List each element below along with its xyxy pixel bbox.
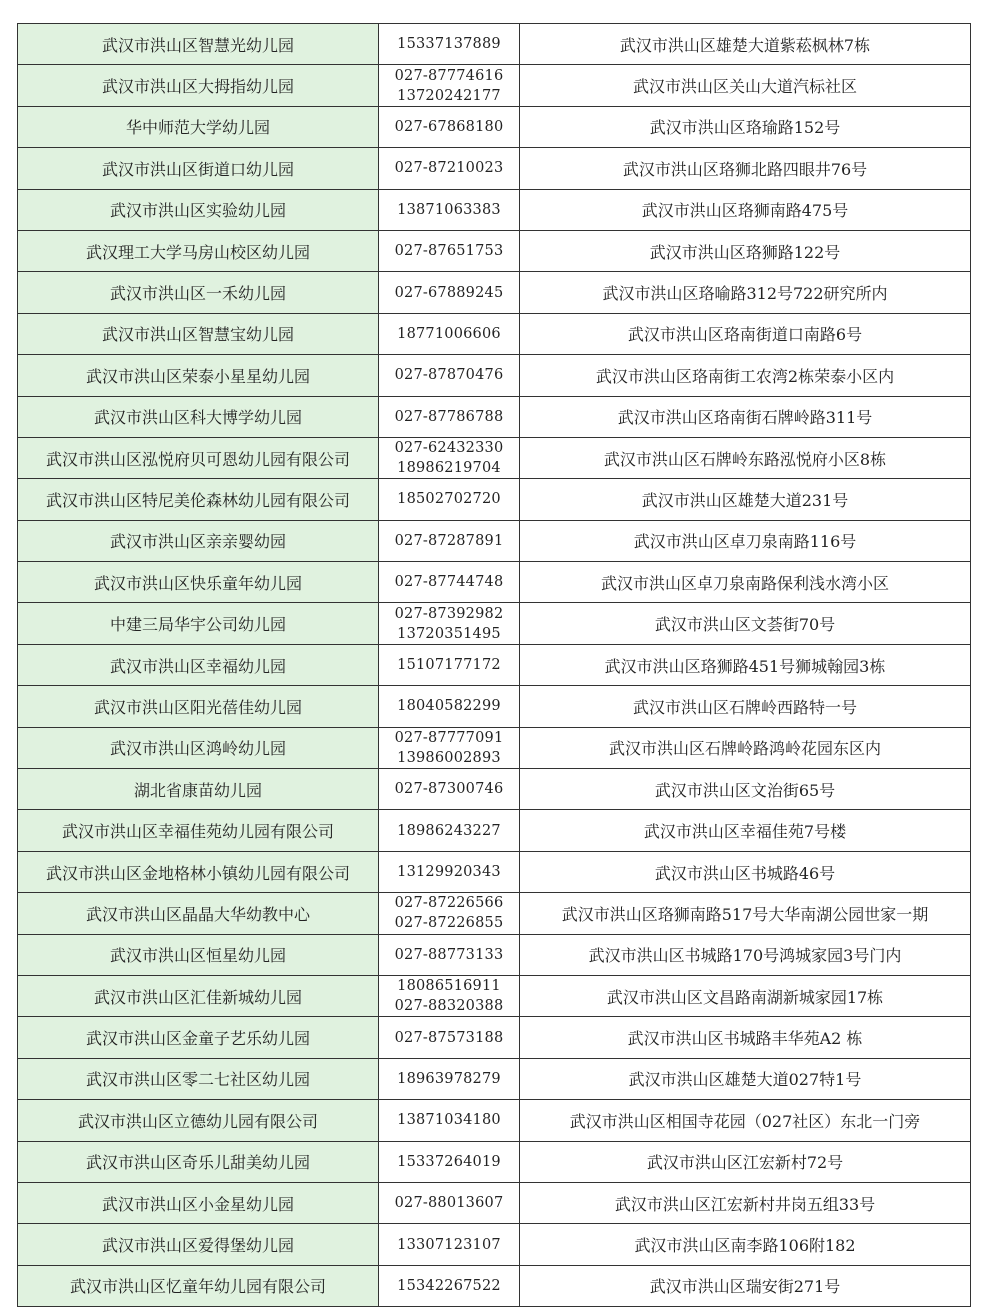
- kindergarten-name-cell: 武汉市洪山区大拇指幼儿园: [18, 65, 379, 106]
- address-cell: 武汉市洪山区幸福佳苑7号楼: [520, 810, 971, 851]
- table-row: [18, 810, 971, 851]
- table-row: [18, 437, 971, 478]
- address-cell: 武汉市洪山区卓刀泉南路116号: [520, 520, 971, 561]
- phone-cell: [379, 272, 520, 313]
- phone-cell: [379, 603, 520, 644]
- phone-number: 13720242177: [397, 87, 501, 104]
- address-cell: 武汉市洪山区江宏新村72号: [520, 1141, 971, 1182]
- table-row: [18, 396, 971, 437]
- address-cell: 武汉市洪山区石牌岭西路特一号: [520, 686, 971, 727]
- phone-number: 027-88320388: [394, 998, 504, 1015]
- phone-cell: [379, 148, 520, 189]
- table-row: [18, 272, 971, 313]
- address-cell: 武汉市洪山区珞南街石牌岭路311号: [520, 396, 971, 437]
- kindergarten-name-cell: 武汉市洪山区忆童年幼儿园有限公司: [18, 1265, 379, 1306]
- phone-number: 027-62432330: [394, 440, 504, 457]
- kindergarten-name-cell: 武汉理工大学马房山校区幼儿园: [18, 230, 379, 271]
- table-row: [18, 975, 971, 1016]
- address-cell: 武汉市洪山区书城路丰华苑A2 栋: [520, 1017, 971, 1058]
- kindergarten-name-cell: 武汉市洪山区立德幼儿园有限公司: [18, 1100, 379, 1141]
- phone-cell: [379, 934, 520, 975]
- kindergarten-name-cell: 武汉市洪山区晶晶大华幼教中心: [18, 893, 379, 934]
- table-row: [18, 355, 971, 396]
- phone-number: 18086516911: [397, 978, 501, 995]
- phone-cell: [379, 1265, 520, 1306]
- kindergarten-name-cell: 武汉市洪山区零二七社区幼儿园: [18, 1058, 379, 1099]
- phone-number: 027-87287891: [394, 532, 504, 549]
- kindergarten-name-cell: 武汉市洪山区荣泰小星星幼儿园: [18, 355, 379, 396]
- kindergarten-name-cell: 武汉市洪山区实验幼儿园: [18, 189, 379, 230]
- table-row: [18, 1182, 971, 1223]
- kindergarten-name-cell: 武汉市洪山区金地格林小镇幼儿园有限公司: [18, 851, 379, 892]
- address-cell: 武汉市洪山区文治街65号: [520, 769, 971, 810]
- table-row: [18, 727, 971, 768]
- table-row: [18, 106, 971, 147]
- phone-cell: [379, 24, 520, 65]
- table-row: [18, 1017, 971, 1058]
- table-row: [18, 189, 971, 230]
- table-row: [18, 851, 971, 892]
- phone-cell: [379, 1141, 520, 1182]
- address-cell: 武汉市洪山区珞南街道口南路6号: [520, 313, 971, 354]
- address-cell: 武汉市洪山区相国寺花园（027社区）东北一门旁: [520, 1100, 971, 1141]
- kindergarten-name-cell: 武汉市洪山区恒星幼儿园: [18, 934, 379, 975]
- kindergarten-name-cell: 中建三局华宇公司幼儿园: [18, 603, 379, 644]
- table-row: [18, 644, 971, 685]
- phone-number: 18986243227: [397, 822, 501, 839]
- phone-cell: [379, 230, 520, 271]
- table-row: [18, 1265, 971, 1306]
- phone-number: 027-87651753: [394, 243, 504, 260]
- table-row: [18, 230, 971, 271]
- phone-number: 027-87573188: [394, 1029, 504, 1046]
- phone-number: 13129920343: [397, 864, 501, 880]
- phone-number: 027-87300746: [394, 781, 504, 798]
- phone-number: 027-87226566: [394, 895, 504, 912]
- phone-cell: [379, 893, 520, 934]
- table-row: [18, 562, 971, 603]
- phone-number: 15337264019: [397, 1153, 501, 1170]
- kindergarten-name-cell: 武汉市洪山区一禾幼儿园: [18, 272, 379, 313]
- kindergarten-name-cell: 武汉市洪山区泓悦府贝可恩幼儿园有限公司: [18, 437, 379, 478]
- phone-cell: [379, 644, 520, 685]
- kindergarten-table: [17, 23, 971, 1307]
- kindergarten-name-cell: 武汉市洪山区爱得堡幼儿园: [18, 1224, 379, 1265]
- kindergarten-name-cell: 武汉市洪山区小金星幼儿园: [18, 1182, 379, 1223]
- address-cell: 武汉市洪山区雄楚大道紫菘枫林7栋: [520, 24, 971, 65]
- phone-cell: [379, 396, 520, 437]
- table-row: [18, 65, 971, 106]
- phone-number: 18502702720: [397, 491, 501, 508]
- table-row: [18, 313, 971, 354]
- kindergarten-name-cell: 武汉市洪山区汇佳新城幼儿园: [18, 975, 379, 1016]
- phone-cell: [379, 355, 520, 396]
- kindergarten-name-cell: 武汉市洪山区亲亲婴幼园: [18, 520, 379, 561]
- kindergarten-name-cell: 武汉市洪山区幸福佳苑幼儿园有限公司: [18, 810, 379, 851]
- table-row: [18, 769, 971, 810]
- table-row: [18, 1224, 971, 1265]
- kindergarten-name-cell: 武汉市洪山区智慧光幼儿园: [18, 24, 379, 65]
- phone-cell: [379, 313, 520, 354]
- phone-cell: [379, 65, 520, 106]
- phone-number: 18986219704: [397, 460, 501, 477]
- table-row: [18, 148, 971, 189]
- table-row: [18, 1141, 971, 1182]
- kindergarten-name-cell: 武汉市洪山区快乐童年幼儿园: [18, 562, 379, 603]
- phone-cell: [379, 686, 520, 727]
- address-cell: 武汉市洪山区文荟街70号: [520, 603, 971, 644]
- kindergarten-name-cell: 武汉市洪山区科大博学幼儿园: [18, 396, 379, 437]
- phone-cell: [379, 520, 520, 561]
- phone-number: 027-87226855: [394, 915, 504, 932]
- phone-cell: [379, 479, 520, 520]
- address-cell: 武汉市洪山区雄楚大道027特1号: [520, 1058, 971, 1099]
- address-cell: 武汉市洪山区珞瑜路152号: [520, 106, 971, 147]
- phone-number: 027-87786788: [394, 408, 504, 425]
- table-row: [18, 520, 971, 561]
- phone-number: 15342267522: [397, 1277, 501, 1294]
- phone-number: 027-87392982: [394, 605, 504, 622]
- phone-cell: [379, 727, 520, 768]
- address-cell: 武汉市洪山区瑞安街271号: [520, 1265, 971, 1306]
- address-cell: 武汉市洪山区关山大道汽标社区: [520, 65, 971, 106]
- phone-number: 027-87774616: [394, 67, 504, 84]
- kindergarten-name-cell: 华中师范大学幼儿园: [18, 106, 379, 147]
- address-cell: 武汉市洪山区石牌岭路鸿岭花园东区内: [520, 727, 971, 768]
- phone-number: 027-87744748: [394, 574, 504, 591]
- phone-cell: [379, 1224, 520, 1265]
- phone-number: 18040582299: [397, 698, 501, 715]
- phone-number: 027-87870476: [394, 367, 504, 384]
- phone-number: 13307123107: [397, 1236, 501, 1253]
- table-row: [18, 893, 971, 934]
- kindergarten-name-cell: 武汉市洪山区阳光蓓佳幼儿园: [18, 686, 379, 727]
- phone-number: 027-88773133: [394, 946, 504, 963]
- table-row: [18, 479, 971, 520]
- table-row: [18, 24, 971, 65]
- address-cell: 武汉市洪山区文昌路南湖新城家园17栋: [520, 975, 971, 1016]
- kindergarten-name-cell: 湖北省康苗幼儿园: [18, 769, 379, 810]
- kindergarten-name-cell: 武汉市洪山区特尼美伦森林幼儿园有限公司: [18, 479, 379, 520]
- address-cell: 武汉市洪山区珞狮路122号: [520, 230, 971, 271]
- kindergarten-name-cell: 武汉市洪山区鸿岭幼儿园: [18, 727, 379, 768]
- phone-number: 027-67868180: [394, 118, 504, 135]
- phone-number: 13871034180: [397, 1112, 501, 1129]
- phone-number: 13986002893: [397, 749, 501, 766]
- address-cell: 武汉市洪山区珞南街工农湾2栋荣泰小区内: [520, 355, 971, 396]
- address-cell: 武汉市洪山区书城路46号: [520, 851, 971, 892]
- phone-cell: [379, 1182, 520, 1223]
- address-cell: 武汉市洪山区珞狮北路四眼井76号: [520, 148, 971, 189]
- kindergarten-name-cell: 武汉市洪山区智慧宝幼儿园: [18, 313, 379, 354]
- phone-cell: [379, 769, 520, 810]
- phone-number: 027-87210023: [394, 160, 504, 177]
- phone-number: 027-88013607: [394, 1195, 504, 1212]
- kindergarten-name-cell: 武汉市洪山区金童子艺乐幼儿园: [18, 1017, 379, 1058]
- phone-number: 18963978279: [397, 1070, 501, 1087]
- address-cell: 武汉市洪山区珞喻路312号722研究所内: [520, 272, 971, 313]
- phone-number: 15337137889: [397, 36, 501, 53]
- address-cell: 武汉市洪山区南李路106附182: [520, 1224, 971, 1265]
- phone-cell: [379, 189, 520, 230]
- phone-cell: [379, 851, 520, 892]
- kindergarten-name-cell: 武汉市洪山区奇乐儿甜美幼儿园: [18, 1141, 379, 1182]
- address-cell: 武汉市洪山区珞狮南路475号: [520, 189, 971, 230]
- table-row: [18, 686, 971, 727]
- table-row: [18, 1100, 971, 1141]
- address-cell: 武汉市洪山区卓刀泉南路保利浅水湾小区: [520, 562, 971, 603]
- address-cell: 武汉市洪山区石牌岭东路泓悦府小区8栋: [520, 437, 971, 478]
- address-cell: 武汉市洪山区珞狮路451号狮城翰园3栋: [520, 644, 971, 685]
- table-row: [18, 603, 971, 644]
- phone-number: 13871063383: [397, 201, 501, 218]
- address-cell: 武汉市洪山区雄楚大道231号: [520, 479, 971, 520]
- kindergarten-table-body: [18, 24, 971, 1307]
- phone-number: 027-87777091: [394, 729, 504, 746]
- phone-cell: [379, 106, 520, 147]
- address-cell: 武汉市洪山区珞狮南路517号大华南湖公园世家一期: [520, 893, 971, 934]
- phone-cell: [379, 1017, 520, 1058]
- address-cell: 武汉市洪山区江宏新村井岗五组33号: [520, 1182, 971, 1223]
- phone-number: 027-67889245: [394, 284, 504, 301]
- table-row: [18, 934, 971, 975]
- phone-number: 15107177172: [397, 657, 501, 674]
- phone-cell: [379, 975, 520, 1016]
- kindergarten-name-cell: 武汉市洪山区街道口幼儿园: [18, 148, 379, 189]
- phone-cell: [379, 810, 520, 851]
- kindergarten-name-cell: 武汉市洪山区幸福幼儿园: [18, 644, 379, 685]
- phone-cell: [379, 562, 520, 603]
- phone-number: 13720351495: [397, 625, 501, 642]
- address-cell: 武汉市洪山区书城路170号鸿城家园3号门内: [520, 934, 971, 975]
- phone-cell: [379, 437, 520, 478]
- phone-number: 18771006606: [397, 325, 501, 342]
- table-row: [18, 1058, 971, 1099]
- phone-cell: [379, 1100, 520, 1141]
- phone-cell: [379, 1058, 520, 1099]
